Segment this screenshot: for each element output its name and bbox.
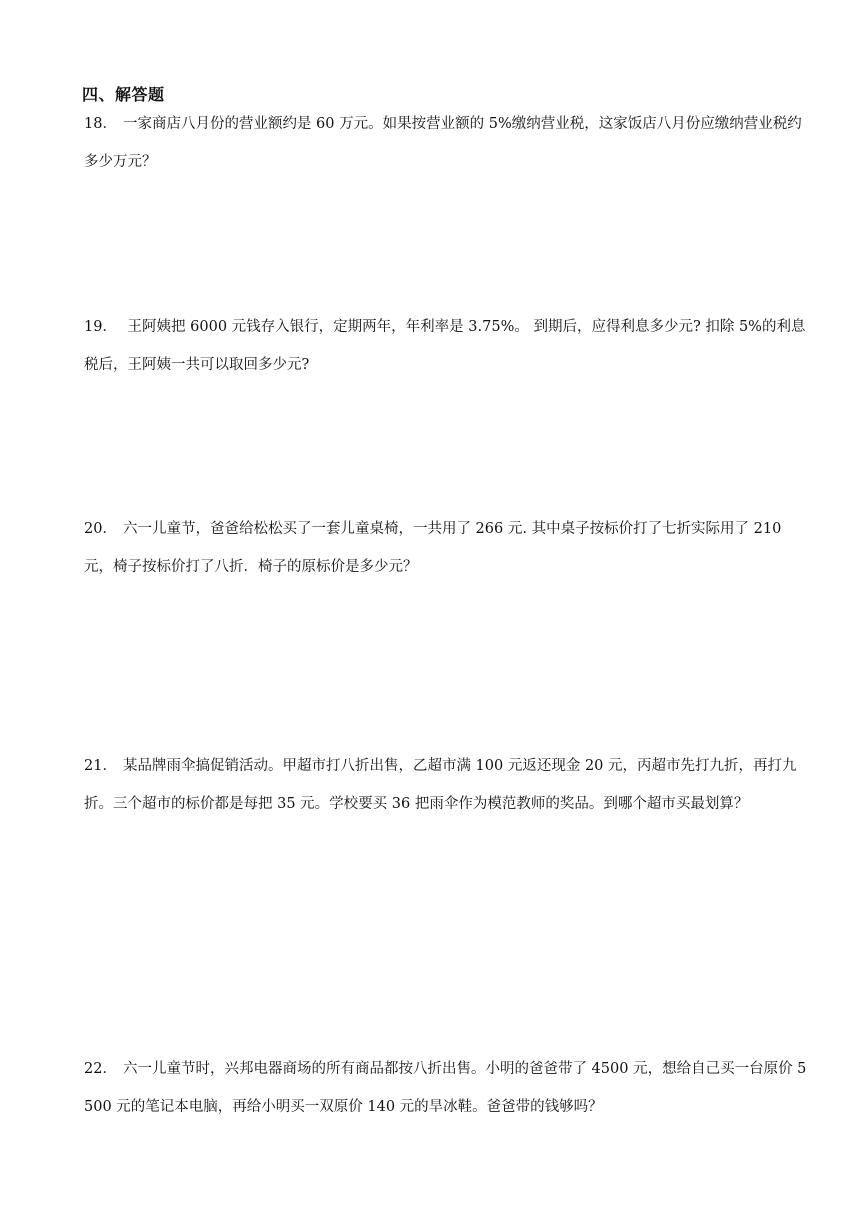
- question-text: 一家商店八月份的营业额约是 60 万元。如果按营业额的 5%缴纳营业税，这家饭店八月份应缴纳营业税约多少万元？: [84, 116, 802, 170]
- question-21: [84, 747, 814, 823]
- question-text: 六一儿童节，爸爸给松松买了一套儿童桌椅，一共用了 266 元. 其中桌子按标价打了七折实际用了 210 元，椅子按标价打了八折．椅子的原标价是多少元？: [84, 521, 782, 575]
- question-number: 22．: [84, 1061, 117, 1077]
- question-text: 六一儿童节时，兴邦电器商场的所有商品都按八折出售。小明的爸爸带了 4500 元，想给自己买一台原价 5500 元的笔记本电脑，再给小明买一双原价 140 元的旱冰鞋。爸爸带的钱够吗？: [84, 1061, 807, 1115]
- question-22: [84, 1050, 814, 1126]
- question-number: 21．: [84, 758, 117, 774]
- question-number: 18．: [84, 116, 117, 132]
- section-title: 四、解答题: [82, 85, 165, 104]
- question-number: 19．: [84, 319, 117, 335]
- question-19: [84, 308, 814, 384]
- question-18: [84, 105, 814, 181]
- question-20: [84, 510, 814, 586]
- question-number: 20．: [84, 521, 117, 537]
- question-text: 王阿姨把 6000 元钱存入银行，定期两年，年利率是 3.75%。 到期后，应得利息多少元? 扣除 5%的利息税后，王阿姨一共可以取回多少元?: [84, 319, 806, 373]
- question-text: 某品牌雨伞搞促销活动。甲超市打八折出售，乙超市满 100 元返还现金 20 元，丙超市先打九折，再打九折。三个超市的标价都是每把 35 元。学校要买 36 把雨伞作为模范教师的奖品。到哪个超市买最划算？: [84, 758, 797, 812]
